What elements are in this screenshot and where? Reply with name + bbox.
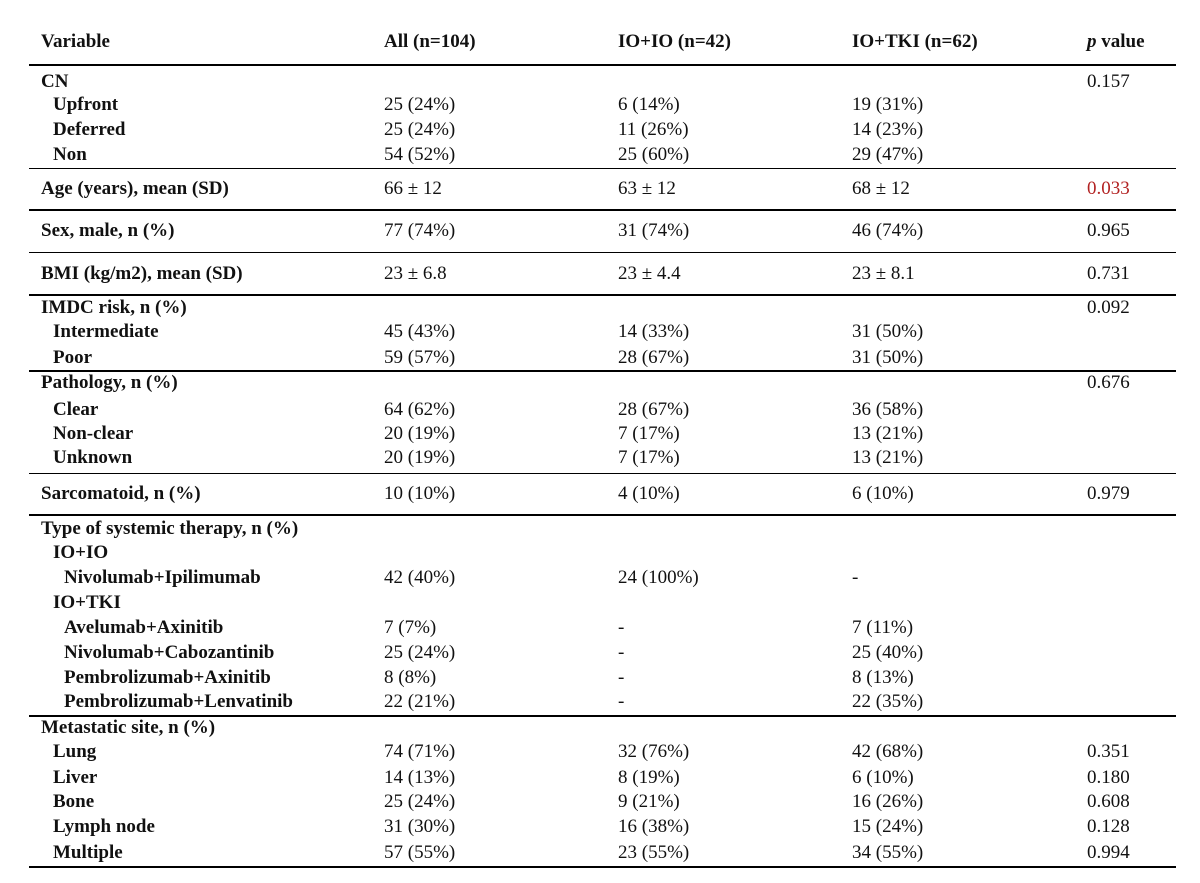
row-label: Intermediate bbox=[53, 321, 159, 342]
cell-io-tki: 7 (11%) bbox=[852, 617, 914, 638]
cell-all: 20 (19%) bbox=[384, 447, 456, 468]
cell-io-tki: 42 (68%) bbox=[852, 741, 924, 762]
cell-p-value: 0.979 bbox=[1087, 483, 1130, 504]
cell-io-io: 14 (33%) bbox=[618, 321, 690, 342]
cell-all: 22 (21%) bbox=[384, 691, 456, 712]
table-row bbox=[0, 841, 1200, 865]
table-header-row bbox=[0, 30, 1200, 54]
cell-io-io: 31 (74%) bbox=[618, 220, 690, 241]
cell-io-io: 63 ± 12 bbox=[618, 178, 676, 199]
table-row bbox=[0, 320, 1200, 344]
cell-all: 77 (74%) bbox=[384, 220, 456, 241]
cell-all: 42 (40%) bbox=[384, 567, 456, 588]
row-label: Clear bbox=[53, 399, 99, 420]
table-row bbox=[0, 118, 1200, 142]
cell-p-value: 0.731 bbox=[1087, 263, 1130, 284]
row-label: IMDC risk, n (%) bbox=[41, 297, 187, 318]
cell-all: 64 (62%) bbox=[384, 399, 456, 420]
cell-all: 7 (7%) bbox=[384, 617, 437, 638]
cell-io-tki: 46 (74%) bbox=[852, 220, 924, 241]
header-variable: Variable bbox=[41, 31, 110, 52]
row-label: Age (years), mean (SD) bbox=[41, 178, 229, 199]
table-row bbox=[0, 815, 1200, 839]
cell-io-tki: - bbox=[852, 567, 859, 588]
row-label: Avelumab+Axinitib bbox=[64, 617, 224, 638]
row-label: Lymph node bbox=[53, 816, 155, 837]
row-label: Poor bbox=[53, 347, 93, 368]
table-row bbox=[0, 766, 1200, 790]
cell-all: 14 (13%) bbox=[384, 767, 456, 788]
cell-io-io: 8 (19%) bbox=[618, 767, 680, 788]
cell-all: 54 (52%) bbox=[384, 144, 456, 165]
table-row bbox=[0, 616, 1200, 640]
cell-io-io: 32 (76%) bbox=[618, 741, 690, 762]
cell-io-io: 7 (17%) bbox=[618, 423, 680, 444]
table-row bbox=[0, 346, 1200, 370]
row-label: Sex, male, n (%) bbox=[41, 220, 175, 241]
header-p-letter: p bbox=[1087, 31, 1097, 52]
cell-io-tki: 14 (23%) bbox=[852, 119, 924, 140]
cell-io-io: 25 (60%) bbox=[618, 144, 690, 165]
table-row bbox=[0, 541, 1200, 565]
table-rule bbox=[29, 64, 1176, 66]
header-p-value bbox=[1087, 30, 1145, 54]
cell-p-value: 0.676 bbox=[1087, 372, 1130, 393]
cell-io-io: - bbox=[618, 617, 625, 638]
row-label: Unknown bbox=[53, 447, 133, 468]
table-row bbox=[0, 591, 1200, 615]
cell-all: 66 ± 12 bbox=[384, 178, 442, 199]
table-rule bbox=[29, 252, 1176, 253]
table-rule bbox=[29, 473, 1176, 474]
cell-io-tki: 13 (21%) bbox=[852, 447, 924, 468]
table-rule bbox=[29, 294, 1176, 296]
table-rule bbox=[29, 866, 1176, 868]
table-rule bbox=[29, 715, 1176, 717]
cell-all: 25 (24%) bbox=[384, 642, 456, 663]
row-label: Pathology, n (%) bbox=[41, 372, 178, 393]
cell-io-tki: 6 (10%) bbox=[852, 483, 914, 504]
cell-io-tki: 22 (35%) bbox=[852, 691, 924, 712]
cell-io-tki: 8 (13%) bbox=[852, 667, 914, 688]
cell-all: 23 ± 6.8 bbox=[384, 263, 447, 284]
table-row bbox=[0, 482, 1200, 506]
cell-io-io: 28 (67%) bbox=[618, 347, 690, 368]
cell-io-io: - bbox=[618, 642, 625, 663]
table-row bbox=[0, 219, 1200, 243]
cell-p-value: 0.128 bbox=[1087, 816, 1130, 837]
cell-all: 57 (55%) bbox=[384, 842, 456, 863]
row-label: BMI (kg/m2), mean (SD) bbox=[41, 263, 243, 284]
cell-p-value: 0.994 bbox=[1087, 842, 1130, 863]
table-rule bbox=[29, 514, 1176, 516]
cell-all: 10 (10%) bbox=[384, 483, 456, 504]
table-rule bbox=[29, 370, 1176, 372]
table-rule bbox=[29, 209, 1176, 211]
row-label: Pembrolizumab+Axinitib bbox=[64, 667, 271, 688]
row-label: Non-clear bbox=[53, 423, 134, 444]
row-label: Sarcomatoid, n (%) bbox=[41, 483, 201, 504]
table-row bbox=[0, 740, 1200, 764]
cell-io-io: 28 (67%) bbox=[618, 399, 690, 420]
cell-p-value: 0.180 bbox=[1087, 767, 1130, 788]
header-p-word: value bbox=[1096, 31, 1145, 52]
table-row bbox=[0, 690, 1200, 714]
row-label: Upfront bbox=[53, 94, 119, 115]
cell-p-value: 0.608 bbox=[1087, 791, 1130, 812]
cell-io-tki: 31 (50%) bbox=[852, 321, 924, 342]
table-row bbox=[0, 296, 1200, 320]
table-rule bbox=[29, 168, 1176, 169]
cell-io-io: 7 (17%) bbox=[618, 447, 680, 468]
cell-io-tki: 25 (40%) bbox=[852, 642, 924, 663]
cell-all: 20 (19%) bbox=[384, 423, 456, 444]
cell-all: 25 (24%) bbox=[384, 119, 456, 140]
header-io-tki: IO+TKI (n=62) bbox=[852, 31, 978, 52]
table-row bbox=[0, 177, 1200, 201]
cell-io-io: 4 (10%) bbox=[618, 483, 680, 504]
row-label: Liver bbox=[53, 767, 98, 788]
cell-io-io: 16 (38%) bbox=[618, 816, 690, 837]
cell-io-io: 24 (100%) bbox=[618, 567, 699, 588]
cell-all: 8 (8%) bbox=[384, 667, 437, 688]
table-row bbox=[0, 446, 1200, 470]
table-row bbox=[0, 262, 1200, 286]
cell-io-tki: 23 ± 8.1 bbox=[852, 263, 915, 284]
cell-io-tki: 19 (31%) bbox=[852, 94, 924, 115]
cell-all: 45 (43%) bbox=[384, 321, 456, 342]
row-label: Nivolumab+Ipilimumab bbox=[64, 567, 261, 588]
header-io-io: IO+IO (n=42) bbox=[618, 31, 731, 52]
cell-p-value: 0.965 bbox=[1087, 220, 1130, 241]
cell-io-tki: 36 (58%) bbox=[852, 399, 924, 420]
cell-io-io: 6 (14%) bbox=[618, 94, 680, 115]
row-label: Metastatic site, n (%) bbox=[41, 717, 216, 738]
row-label: Type of systemic therapy, n (%) bbox=[41, 518, 299, 539]
table-row bbox=[0, 566, 1200, 590]
row-label: CN bbox=[41, 71, 69, 92]
cell-all: 31 (30%) bbox=[384, 816, 456, 837]
table-row bbox=[0, 517, 1200, 541]
cell-all: 59 (57%) bbox=[384, 347, 456, 368]
cell-io-tki: 68 ± 12 bbox=[852, 178, 910, 199]
table-row bbox=[0, 641, 1200, 665]
table-row bbox=[0, 422, 1200, 446]
cell-p-value: 0.157 bbox=[1087, 71, 1130, 92]
row-label: Lung bbox=[53, 741, 97, 762]
table-row bbox=[0, 398, 1200, 422]
cell-all: 74 (71%) bbox=[384, 741, 456, 762]
table-row bbox=[0, 716, 1200, 740]
cell-io-io: - bbox=[618, 667, 625, 688]
header-all: All (n=104) bbox=[384, 31, 476, 52]
cell-p-value: 0.033 bbox=[1087, 178, 1130, 199]
cell-io-tki: 6 (10%) bbox=[852, 767, 914, 788]
cell-p-value: 0.351 bbox=[1087, 741, 1130, 762]
table-row bbox=[0, 790, 1200, 814]
table-row bbox=[0, 143, 1200, 167]
row-label: Non bbox=[53, 144, 87, 165]
row-label: Nivolumab+Cabozantinib bbox=[64, 642, 275, 663]
cell-io-io: 23 (55%) bbox=[618, 842, 690, 863]
cell-io-tki: 34 (55%) bbox=[852, 842, 924, 863]
cell-all: 25 (24%) bbox=[384, 791, 456, 812]
cell-io-tki: 29 (47%) bbox=[852, 144, 924, 165]
cell-io-tki: 15 (24%) bbox=[852, 816, 924, 837]
table-row bbox=[0, 666, 1200, 690]
cell-io-io: 11 (26%) bbox=[618, 119, 689, 140]
table-row bbox=[0, 70, 1200, 94]
row-label: Deferred bbox=[53, 119, 126, 140]
cell-all: 25 (24%) bbox=[384, 94, 456, 115]
row-label: Multiple bbox=[53, 842, 123, 863]
row-label: IO+TKI bbox=[53, 592, 121, 613]
table-row bbox=[0, 93, 1200, 117]
cell-io-io: 23 ± 4.4 bbox=[618, 263, 681, 284]
cell-p-value: 0.092 bbox=[1087, 297, 1130, 318]
row-label: IO+IO bbox=[53, 542, 109, 563]
cell-io-tki: 31 (50%) bbox=[852, 347, 924, 368]
table-row bbox=[0, 371, 1200, 395]
cell-io-io: 9 (21%) bbox=[618, 791, 680, 812]
row-label: Pembrolizumab+Lenvatinib bbox=[64, 691, 293, 712]
row-label: Bone bbox=[53, 791, 95, 812]
cell-io-tki: 16 (26%) bbox=[852, 791, 924, 812]
cell-io-tki: 13 (21%) bbox=[852, 423, 924, 444]
cell-io-io: - bbox=[618, 691, 625, 712]
